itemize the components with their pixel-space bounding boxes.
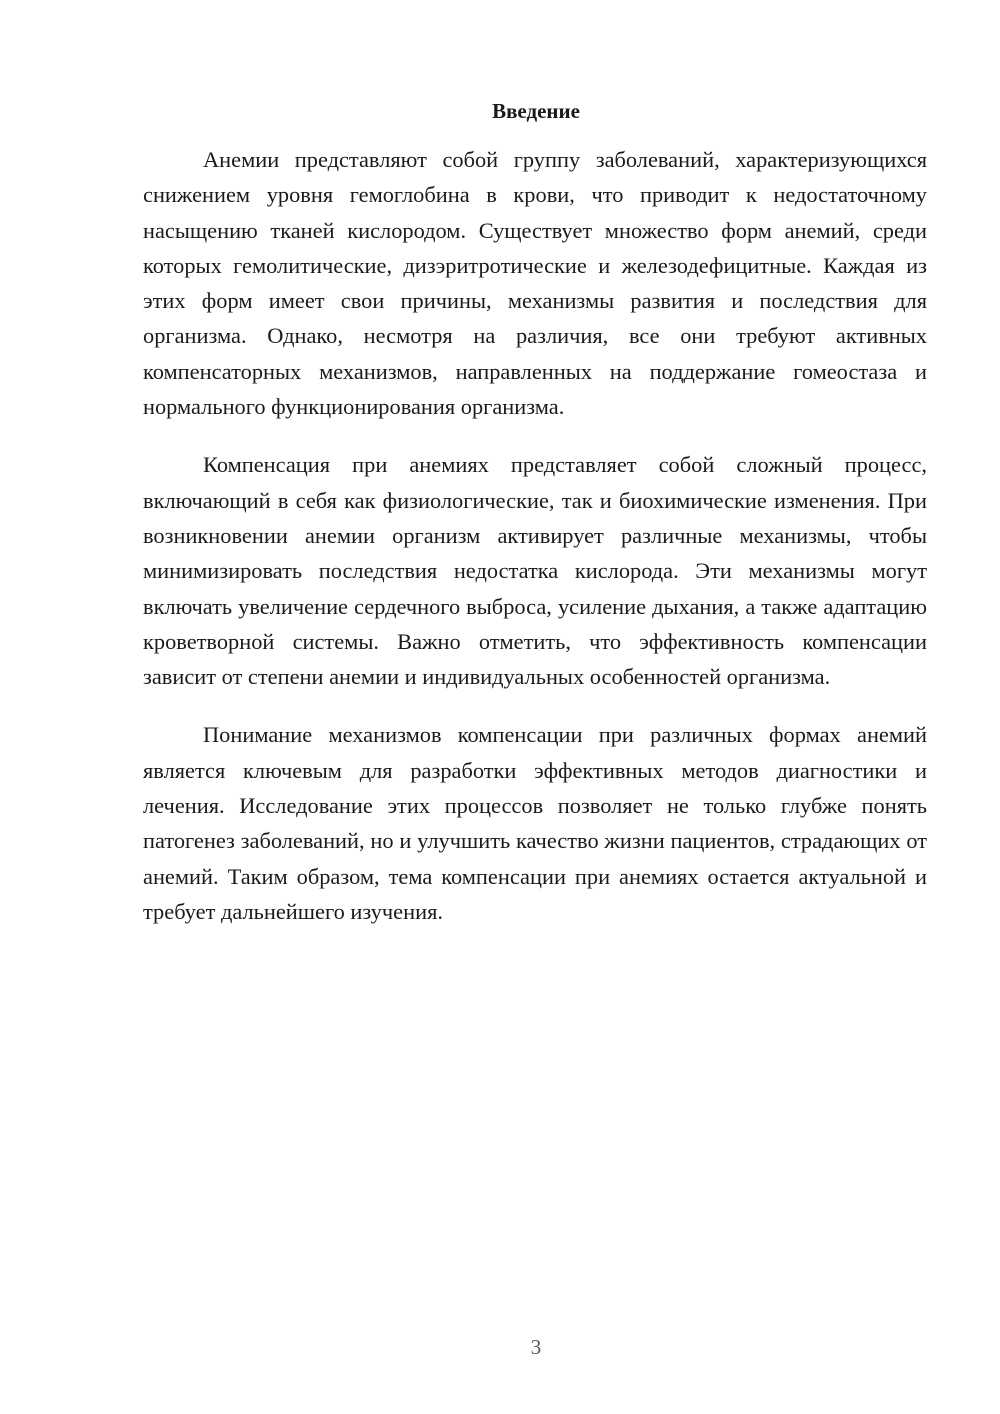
page-title: Введение bbox=[492, 99, 580, 123]
paragraph-1: Анемии представляют собой группу заболеваний, характеризующихся снижением уровня гемоглобина в крови, что приводит к недостаточному насыщению тканей кислородом. Существует множество форм анемий, среди которых гемолитические, дизэритротические и железодефицитные. Каждая из этих форм имеет свои причины, механизмы развития и последствия для организма. Однако, несмотря на различия, все они требуют активных компенсаторных механизмов, направленных на поддержание гомеостаза и нормального функционирования организма. bbox=[143, 147, 927, 420]
page-number: 3 bbox=[530, 1335, 542, 1359]
paragraph-3: Понимание механизмов компенсации при различных формах анемий является ключевым для разработки эффективных методов диагностики и лечения. Исследование этих процессов позволяет не только глубже понять патогенез заболеваний, но и улучшить качество жизни пациентов, страдающих от анемий. Таким образом, тема компенсации при анемиях остается актуальной и требует дальнейшего изучения. bbox=[143, 722, 927, 924]
paragraph-2: Компенсация при анемиях представляет собой сложный процесс, включающий в себя как физиологические, так и биохимические изменения. При возникновении анемии организм активирует различные механизмы, чтобы минимизировать последствия недостатка кислорода. Эти механизмы могут включать увеличение сердечного выброса, усиление дыхания, а также адаптацию кроветворной системы. Важно отметить, что эффективность компенсации зависит от степени анемии и индивидуальных особенностей организма. bbox=[143, 452, 927, 690]
document-body bbox=[143, 142, 927, 952]
